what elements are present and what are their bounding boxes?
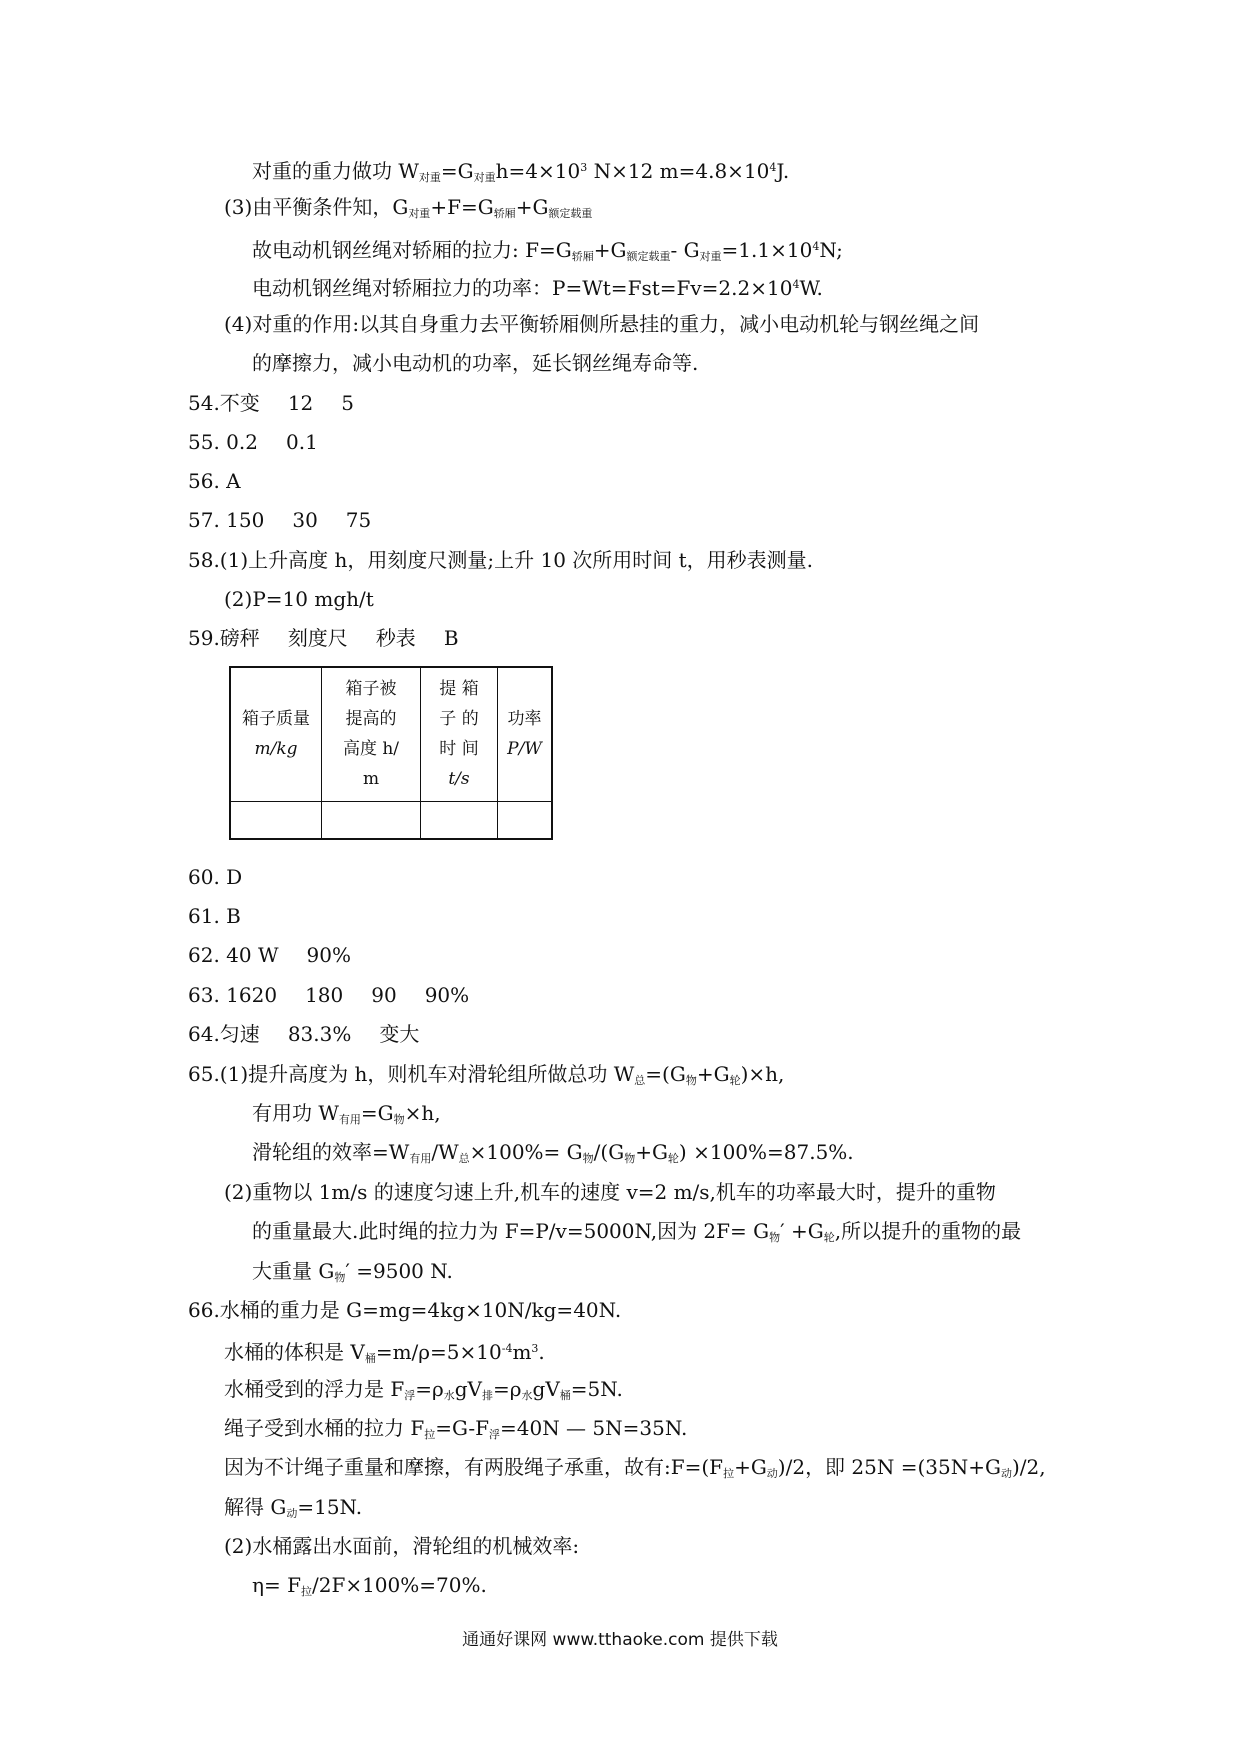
answer-55: 55. 0.2 0.1	[188, 430, 318, 454]
equilibrium-line: (3)由平衡条件知，$G_{对重}+F=G_{轿厢}+G_{额定载重}$	[224, 195, 593, 220]
answer-64: 64.匀速 83.3% 变大	[188, 1022, 420, 1046]
answer-63: 63. 1620 180 90 90%	[188, 983, 470, 1007]
answer-66-line1: 66.水桶的重力是 G=mg=4kg×10N/kg=40N.	[188, 1298, 622, 1322]
answer-60: 60. D	[188, 865, 243, 889]
power-line: 电动机钢丝绳对轿厢拉力的功率：$P=Wt=Fst=Fv=2.2\times 10^4W$.	[252, 276, 823, 300]
header-box-mass: 箱子质量 m/kg	[230, 667, 322, 801]
footer-download-note: 通通好课网 www.tthaoke.com 提供下载	[462, 1630, 778, 1650]
answer-66-line5: 因为不计绳子重量和摩擦，有两股绳子承重，故有$:F=(F_拉+G_动)/2$，即 $25N =(35N+G_动)/2$,	[224, 1455, 1046, 1480]
answer-58-part1: 58.(1)上升高度 h，用刻度尺测量;上升 10 次所用时间 t，用秒表测量.	[188, 548, 814, 572]
answer-65-line2: 有用功 $W_{有用}=G_物\times h$,	[252, 1101, 441, 1126]
header-time: 提 箱 子 的 时 间 t/s	[421, 667, 498, 801]
counterweight-role-line-2: 的摩擦力，减小电动机的功率，延长钢丝绳寿命等.	[252, 351, 699, 375]
answer-65-line6: 大重量 $G_物' =9500$ N.	[252, 1259, 453, 1284]
answer-66-line2: 水桶的体积是 $V_桶=m/\rho=5\times 10^{-4}m^3$.	[224, 1340, 545, 1365]
counterweight-role-line: (4)对重的作用:以其自身重力去平衡轿厢侧所悬挂的重力，减小电动机轮与钢丝绳之间	[224, 312, 980, 336]
answer-65-line4: (2)重物以 1m/s 的速度匀速上升,机车的速度 v=2 m/s,机车的功率最大时，提升的重物	[224, 1180, 996, 1204]
answer-66-line8: $\eta= F_拉/2F\times 100\%=70\%$.	[252, 1573, 487, 1598]
table-cell	[421, 801, 498, 839]
answer-58-part2: (2)P=10 mgh/t	[224, 587, 374, 611]
work-of-counterweight-line: 对重的重力做功 $W_{对重}=G_{对重}h=4\times 10^3$ N×12 $m=4.8\times 10^4J$.	[252, 159, 790, 184]
answer-65-line5: 的重量最大.此时绳的拉力为 F=P/v=5000N,因为 $2F= G_物' +G_轮$,所以提升的重物的最	[252, 1219, 1022, 1244]
answer-66-line7: (2)水桶露出水面前，滑轮组的机械效率:	[224, 1534, 580, 1558]
answer-54: 54.不变 12 5	[188, 391, 354, 415]
answer-61: 61. B	[188, 904, 241, 928]
answer-56: 56. A	[188, 469, 241, 493]
answer-66-line6: 解得 $G_动=15N$.	[224, 1495, 363, 1520]
table-cell	[498, 801, 553, 839]
answer-62: 62. 40 W 90%	[188, 943, 351, 967]
answer-65-line1: 65.(1)提升高度为 h，则机车对滑轮组所做总功 $W_总=(G_物+G_轮)\times h$,	[188, 1062, 785, 1087]
header-height: 箱子被 提高的 高度 h/ m	[322, 667, 421, 801]
tension-line: 故电动机钢丝绳对轿厢的拉力: $F=G_{轿厢}+G_{额定载重}-$ $G_{对重}=1.1\times 10^4N$;	[252, 238, 843, 263]
measurement-table	[229, 666, 553, 840]
answer-66-line3: 水桶受到的浮力是 $F_浮=\rho_水gV_排=\rho_水gV_桶=5N$.	[224, 1377, 623, 1402]
header-power: 功率 P/W	[498, 667, 553, 801]
answer-65-line3: 滑轮组的效率$=W_{有用}/W_总\times 100\%= G_物/(G_物+G_轮) \times 100\%=87.5\%$.	[252, 1140, 854, 1165]
answer-59: 59.磅秤 刻度尺 秒表 B	[188, 626, 459, 650]
answer-57: 57. 150 30 75	[188, 508, 372, 532]
answer-66-line4: 绳子受到水桶的拉力 $F_拉=G-F_浮=40N$ — 5N=35N.	[224, 1416, 688, 1441]
table-cell	[230, 801, 322, 839]
table-cell	[322, 801, 421, 839]
